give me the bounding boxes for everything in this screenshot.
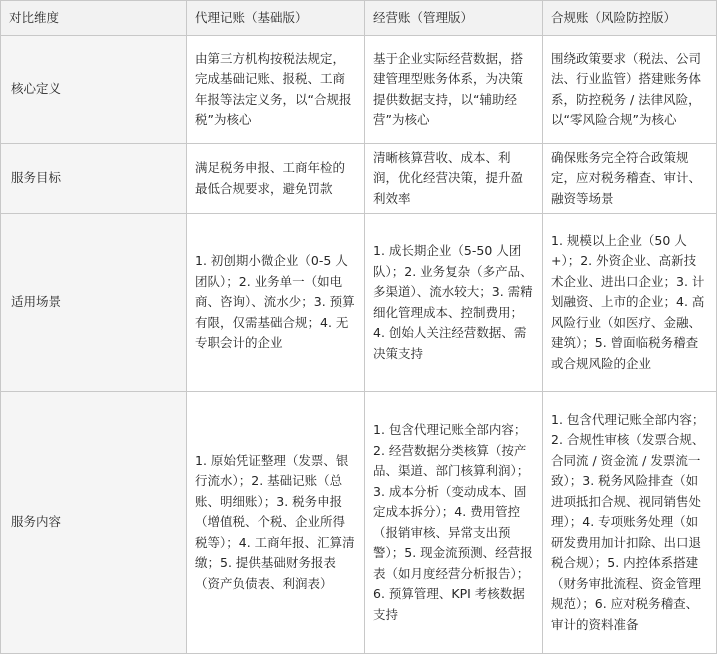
table-row [1,214,717,392]
row-dimension: 服务内容 [1,392,187,654]
table-cell [187,214,365,392]
cell-text: 1. 包含代理记账全部内容；2. 经营数据分类核算（按产品、渠道、部门核算利润）；3. 成本分析（变动成本、固定成本拆分）；4. 费用管控（报销审核、异常支出预警）；5. 现金流预测、经营报表（如月度经营分析报告）；6. 预算管理、KPI 考核数据支持 [373,422,533,622]
table-cell [187,36,365,144]
table-cell [365,392,543,654]
header-management: 经营账（管理版） [365,1,543,36]
cell-text: 满足税务申报、工商年检的最低合规要求，避免罚款 [195,160,346,196]
header-compliance: 合规账（风险防控版） [543,1,717,36]
cell-text: 由第三方机构按税法规定，完成基础记账、报税、工商年报等法定义务，以“合规报税”为核心 [195,50,352,127]
cell-text: 确保账务完全符合政策规定，应对税务稽查、审计、融资等场景 [551,149,702,206]
cell-text: 1. 包含代理记账全部内容；2. 合规性审核（发票合规、合同流 / 资金流 / 发票流一致）；3. 税务风险排查（如进项抵扣合规、视同销售处理）；4. 专项账务处理（如研发费用加计扣除、出口退税合规）；5. 内控体系搭建（财务审批流程、资金管理规范）；6. 应对税务稽查、审计的资料准备 [551,411,705,632]
cell-text: 1. 初创期小微企业（0-5 人团队）；2. 业务单一（如电商、咨询）、流水少；3. 预算有限，仅需基础合规；4. 无专职会计的企业 [195,253,355,351]
table-cell [365,144,543,214]
cell-text: 1. 规模以上企业（50 人+）；2. 外资企业、高新技术企业、进出口企业；3. 计划融资、上市的企业；4. 高风险行业（如医疗、金融、建筑）；5. 曾面临税务稽查或合规风险的企业 [551,232,705,371]
header-dimension: 对比维度 [1,1,187,36]
table-row [1,144,717,214]
header-row [1,1,717,36]
table-cell [543,144,717,214]
table-cell [543,392,717,654]
cell-text: 清晰核算营收、成本、利润，优化经营决策，提升盈利效率 [373,149,524,206]
cell-text: 基于企业实际经营数据，搭建管理型账务体系，为决策提供数据支持，以“辅助经营”为核心 [373,50,524,127]
table-cell [543,214,717,392]
table-cell [365,36,543,144]
table-cell [187,144,365,214]
cell-text: 围绕政策要求（税法、公司法、行业监管）搭建账务体系，防控税务 / 法律风险，以“零风险合规”为核心 [551,50,702,127]
table-row [1,36,717,144]
header-bookkeeping: 代理记账（基础版） [187,1,365,36]
table-row [1,392,717,654]
table-cell [543,36,717,144]
row-dimension: 服务目标 [1,144,187,214]
table-cell [187,392,365,654]
cell-text: 1. 原始凭证整理（发票、银行流水）；2. 基础记账（总账、明细账）；3. 税务申报（增值税、个税、企业所得税等）；4. 工商年报、汇算清缴；5. 提供基础财务报表（资产负债表、利润表） [195,452,355,591]
table-cell [365,214,543,392]
row-dimension: 核心定义 [1,36,187,144]
row-dimension: 适用场景 [1,214,187,392]
cell-text: 1. 成长期企业（5-50 人团队）；2. 业务复杂（多产品、多渠道）、流水较大；3. 需精细化管理成本、控制费用；4. 创始人关注经营数据、需决策支持 [373,243,533,361]
